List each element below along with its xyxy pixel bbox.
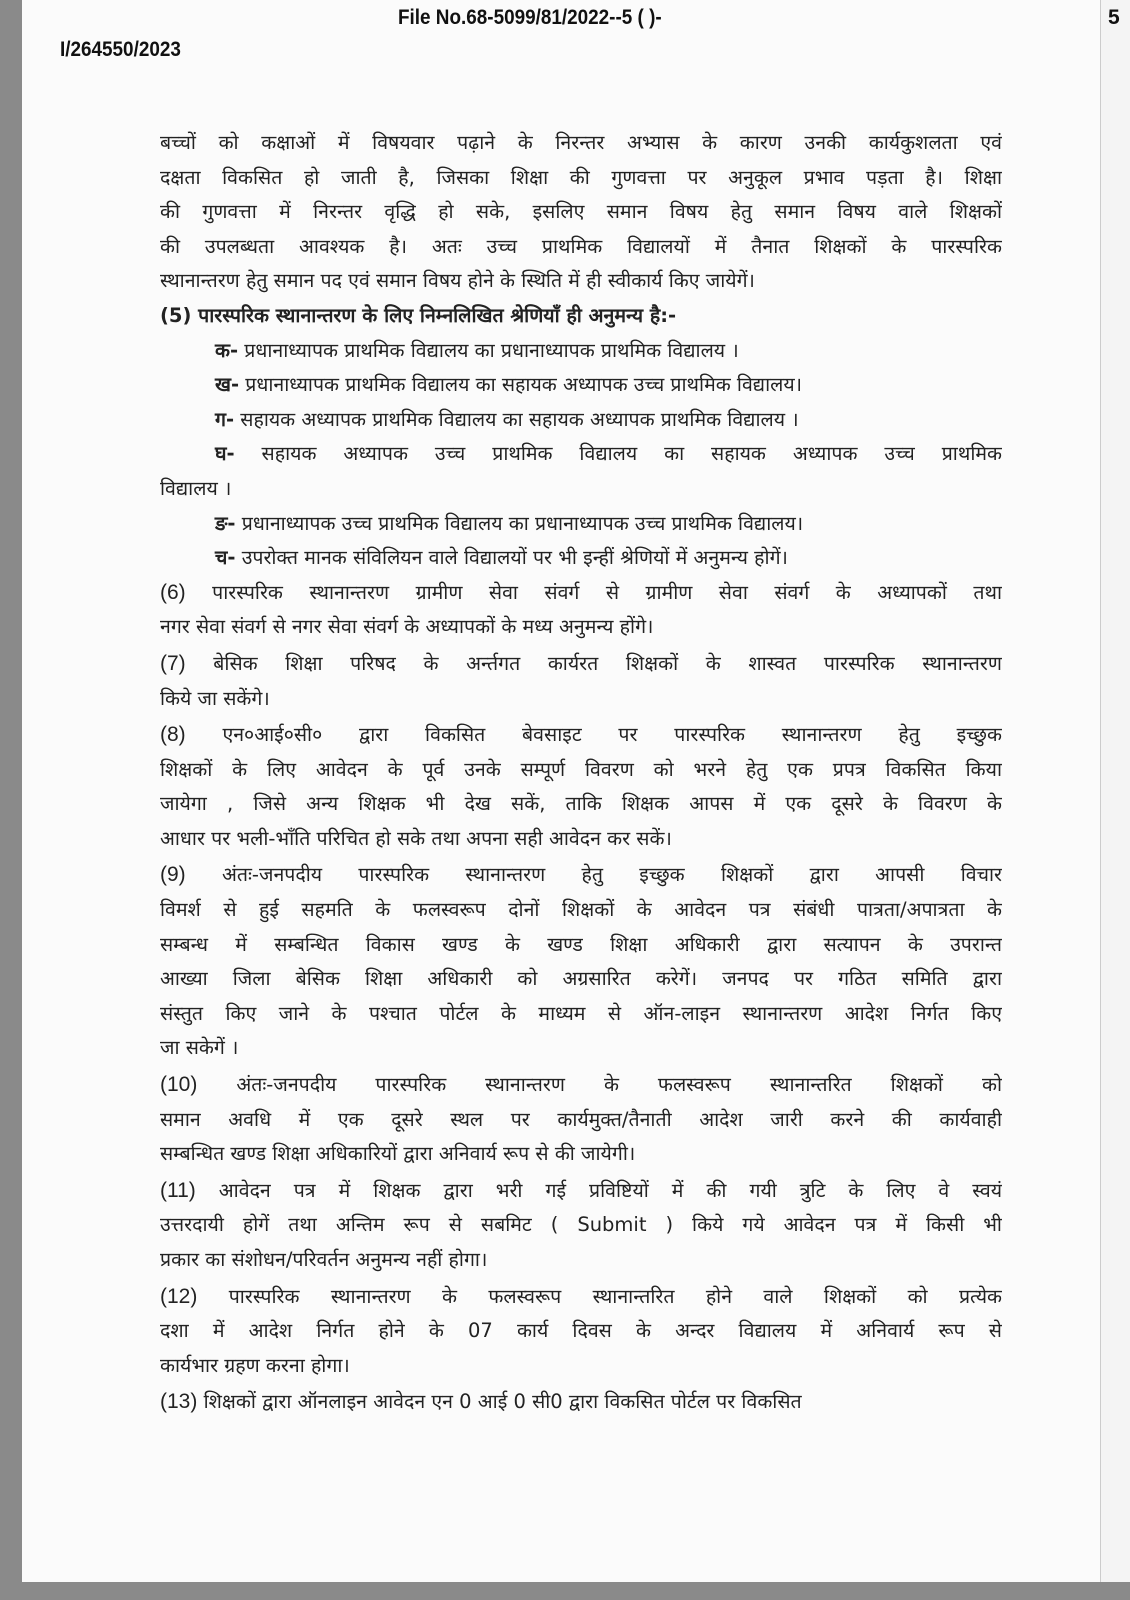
paragraph bbox=[160, 647, 1002, 716]
clause-number: (12) bbox=[160, 1284, 198, 1308]
text-line bbox=[160, 161, 1002, 196]
line-text: शिक्षकों द्वारा ऑनलाइन आवेदन एन 0 आई 0 सी0 द्वारा विकसित पोर्टल पर विकसित bbox=[203, 1390, 802, 1414]
clause-number: (7) bbox=[160, 651, 186, 675]
text-line bbox=[160, 1103, 1002, 1138]
paragraph bbox=[160, 1280, 1002, 1384]
text-line bbox=[160, 1280, 1002, 1315]
list-item bbox=[160, 403, 1002, 438]
clause-number: (6) bbox=[160, 580, 186, 604]
text-line bbox=[160, 1068, 1002, 1103]
line-text: कार्यभार ग्रहण करना होगा। bbox=[160, 1353, 350, 1377]
text-line bbox=[160, 753, 1002, 788]
paragraph bbox=[160, 718, 1002, 856]
text-line bbox=[160, 822, 1002, 857]
line-text: समान अवधि में एक दूसरे स्थल पर कार्यमुक्त/तैनाती आदेश जारी करने की कार्यवाही bbox=[160, 1107, 1002, 1131]
line-text: एन०आई०सी० द्वारा विकसित बेवसाइट पर पारस्परिक स्थानान्तरण हेतु इच्छुक bbox=[222, 723, 1002, 747]
line-text: आख्या जिला बेसिक शिक्षा अधिकारी को अग्रसारित करेगें। जनपद पर गठित समिति द्वारा bbox=[160, 967, 1002, 991]
line-text: नगर सेवा संवर्ग से नगर सेवा संवर्ग के अध्यापकों के मध्य अनुमन्य होंगे। bbox=[160, 615, 654, 639]
paragraph bbox=[160, 1068, 1002, 1172]
line-text: की उपलब्धता आवश्यक है। अतः उच्च प्राथमिक विद्यालयों में तैनात शिक्षकों के पारस्परिक bbox=[160, 234, 1002, 258]
line-text: सम्बन्ध में सम्बन्धित विकास खण्ड के खण्ड शिक्षा अधिकारी द्वारा सत्यापन के उपरान्त bbox=[160, 932, 1002, 956]
line-text: अंतः-जनपदीय पारस्परिक स्थानान्तरण हेतु इच्छुक शिक्षकों द्वारा आपसी विचार bbox=[221, 863, 1002, 887]
text-line bbox=[160, 1031, 1002, 1066]
text-line bbox=[160, 576, 1002, 611]
line-text: उत्तरदायी होगें तथा अन्तिम रूप से सबमिट ( Submit ) किये गये आवेदन पत्र में किसी भी bbox=[160, 1213, 1002, 1237]
text-line bbox=[160, 1349, 1002, 1384]
paragraph bbox=[160, 1174, 1002, 1278]
text-line bbox=[160, 858, 1002, 893]
document-body bbox=[160, 126, 1002, 1420]
line-text: प्रकार का संशोधन/परिवर्तन अनुमन्य नहीं होगा। bbox=[160, 1248, 488, 1271]
clause-number: (9) bbox=[160, 863, 186, 887]
text-line bbox=[160, 126, 1002, 161]
text-line bbox=[160, 1243, 1002, 1278]
text-line bbox=[160, 1385, 1002, 1420]
line-text: स्थानान्तरण हेतु समान पद एवं समान विषय होने के स्थिति में ही स्वीकार्य किए जायेगें। bbox=[160, 269, 755, 293]
text-line bbox=[160, 1208, 1002, 1243]
list-item-text: प्रधानाध्यापक प्राथमिक विद्यालय का प्रधानाध्यापक प्राथमिक विद्यालय । bbox=[244, 338, 739, 362]
text-line bbox=[160, 647, 1002, 682]
clause-number: (8) bbox=[160, 723, 186, 747]
reference-number: I/264550/2023 bbox=[60, 38, 181, 61]
text-line bbox=[160, 1314, 1002, 1349]
list-item-continuation: विद्यालय । bbox=[160, 476, 232, 500]
list-item-text: उपरोक्त मानक संविलियन वाले विद्यालयों पर भी इन्हीं श्रेणियों में अनुमन्य होगें। bbox=[241, 546, 788, 570]
page-number-fragment: 5 bbox=[1108, 6, 1120, 29]
file-number: File No.68-5099/81/2022--5 ( )- bbox=[398, 6, 662, 29]
text-line bbox=[160, 787, 1002, 822]
text-line bbox=[160, 928, 1002, 963]
paragraph bbox=[160, 1385, 1002, 1420]
line-text: शिक्षकों के लिए आवेदन के पूर्व उनके सम्पूर्ण विवरण को भरने हेतु एक प्रपत्र विकसित किया bbox=[160, 757, 1002, 781]
line-text: अंतः-जनपदीय पारस्परिक स्थानान्तरण के फलस्वरूप स्थानान्तरित शिक्षकों को bbox=[236, 1073, 1002, 1097]
text-line bbox=[160, 230, 1002, 265]
list-marker: ख- bbox=[215, 373, 240, 397]
section-heading: (5) पारस्परिक स्थानान्तरण के लिए निम्नलिखित श्रेणियाँ ही अनुमन्य है:- bbox=[160, 303, 677, 327]
line-text: पारस्परिक स्थानान्तरण के फलस्वरूप स्थानान्तरित होने वाले शिक्षकों को प्रत्येक bbox=[228, 1284, 1002, 1308]
text-line bbox=[160, 682, 1002, 717]
line-text: जा सकेगें । bbox=[160, 1036, 239, 1060]
list-item-text: प्रधानाध्यापक उच्च प्राथमिक विद्यालय का प्रधानाध्यापक उच्च प्राथमिक विद्यालय। bbox=[241, 511, 804, 535]
list-marker: घ- bbox=[215, 442, 235, 466]
list-item bbox=[160, 368, 1002, 403]
line-text: सम्बन्धित खण्ड शिक्षा अधिकारियों द्वारा अनिवार्य रूप से की जायेगी। bbox=[160, 1142, 636, 1166]
text-line bbox=[160, 893, 1002, 928]
list-item-text: सहायक अध्यापक उच्च प्राथमिक विद्यालय का सहायक अध्यापक उच्च प्राथमिक bbox=[261, 442, 1002, 466]
line-text: बच्चों को कक्षाओं में विषयवार पढ़ाने के निरन्तर अभ्यास के कारण उनकी कार्यकुशलता एवं bbox=[160, 131, 1002, 154]
text-line bbox=[160, 195, 1002, 230]
text-line bbox=[160, 610, 1002, 645]
paragraph bbox=[160, 334, 1002, 576]
list-item-text: प्रधानाध्यापक प्राथमिक विद्यालय का सहायक अध्यापक उच्च प्राथमिक विद्यालय। bbox=[245, 373, 803, 397]
text-line bbox=[160, 962, 1002, 997]
line-text: आधार पर भली-भाँति परिचित हो सके तथा अपना सही आवेदन कर सकें। bbox=[160, 826, 672, 850]
line-text: संस्तुत किए जाने के पश्चात पोर्टल के माध्यम से ऑन-लाइन स्थानान्तरण आदेश निर्गत किए bbox=[160, 1001, 1002, 1025]
paragraph bbox=[160, 576, 1002, 645]
line-text: किये जा सकेंगे। bbox=[160, 686, 270, 710]
list-item bbox=[160, 437, 1002, 472]
list-item bbox=[160, 541, 1002, 576]
clause-number: (13) bbox=[160, 1390, 198, 1414]
list-marker: च- bbox=[215, 546, 236, 570]
line-text: विमर्श से हुई सहमति के फलस्वरूप दोनों शिक्षकों के आवेदन पत्र संबंधी पात्रता/अपात्रता के bbox=[160, 898, 1002, 922]
line-text: आवेदन पत्र में शिक्षक द्वारा भरी गई प्रविष्टियों में की गयी त्रुटि के लिए वे स्वयं bbox=[218, 1178, 1002, 1202]
line-text: जायेगा , जिसे अन्य शिक्षक भी देख सकें, ताकि शिक्षक आपस में एक दूसरे के विवरण के bbox=[160, 792, 1002, 816]
line-text: दशा में आदेश निर्गत होने के 07 कार्य दिवस के अन्दर विद्यालय में अनिवार्य रूप से bbox=[160, 1319, 1002, 1343]
line-text: बेसिक शिक्षा परिषद के अर्न्तगत कार्यरत शिक्षकों के शास्वत पारस्परिक स्थानान्तरण bbox=[213, 651, 1002, 675]
clause-number: (10) bbox=[160, 1073, 198, 1097]
list-item bbox=[160, 334, 1002, 369]
list-marker: ङ- bbox=[215, 511, 236, 535]
text-line bbox=[160, 997, 1002, 1032]
list-marker: क- bbox=[215, 338, 239, 362]
line-text: पारस्परिक स्थानान्तरण ग्रामीण सेवा संवर्ग से ग्रामीण सेवा संवर्ग के अध्यापकों तथा bbox=[212, 580, 1002, 604]
line-text: की गुणवत्ता में निरन्तर वृद्धि हो सके, इसलिए समान विषय हेतु समान विषय वाले शिक्षकों bbox=[160, 200, 1002, 224]
text-line bbox=[160, 264, 1002, 299]
paragraph bbox=[160, 299, 1002, 334]
list-item bbox=[160, 507, 1002, 542]
next-page-edge bbox=[1100, 0, 1130, 1582]
list-marker: ग- bbox=[215, 407, 235, 431]
list-item-text: सहायक अध्यापक प्राथमिक विद्यालय का सहायक अध्यापक प्राथमिक विद्यालय । bbox=[240, 407, 799, 431]
line-text: दक्षता विकसित हो जाती है, जिसका शिक्षा की गुणवत्ता पर अनुकूल प्रभाव पड़ता है। शिक्षा bbox=[160, 165, 1002, 189]
text-line bbox=[160, 718, 1002, 753]
text-line bbox=[160, 1174, 1002, 1209]
paragraph bbox=[160, 126, 1002, 299]
paragraph bbox=[160, 858, 1002, 1066]
clause-number: (11) bbox=[160, 1178, 196, 1202]
text-line bbox=[160, 1137, 1002, 1172]
